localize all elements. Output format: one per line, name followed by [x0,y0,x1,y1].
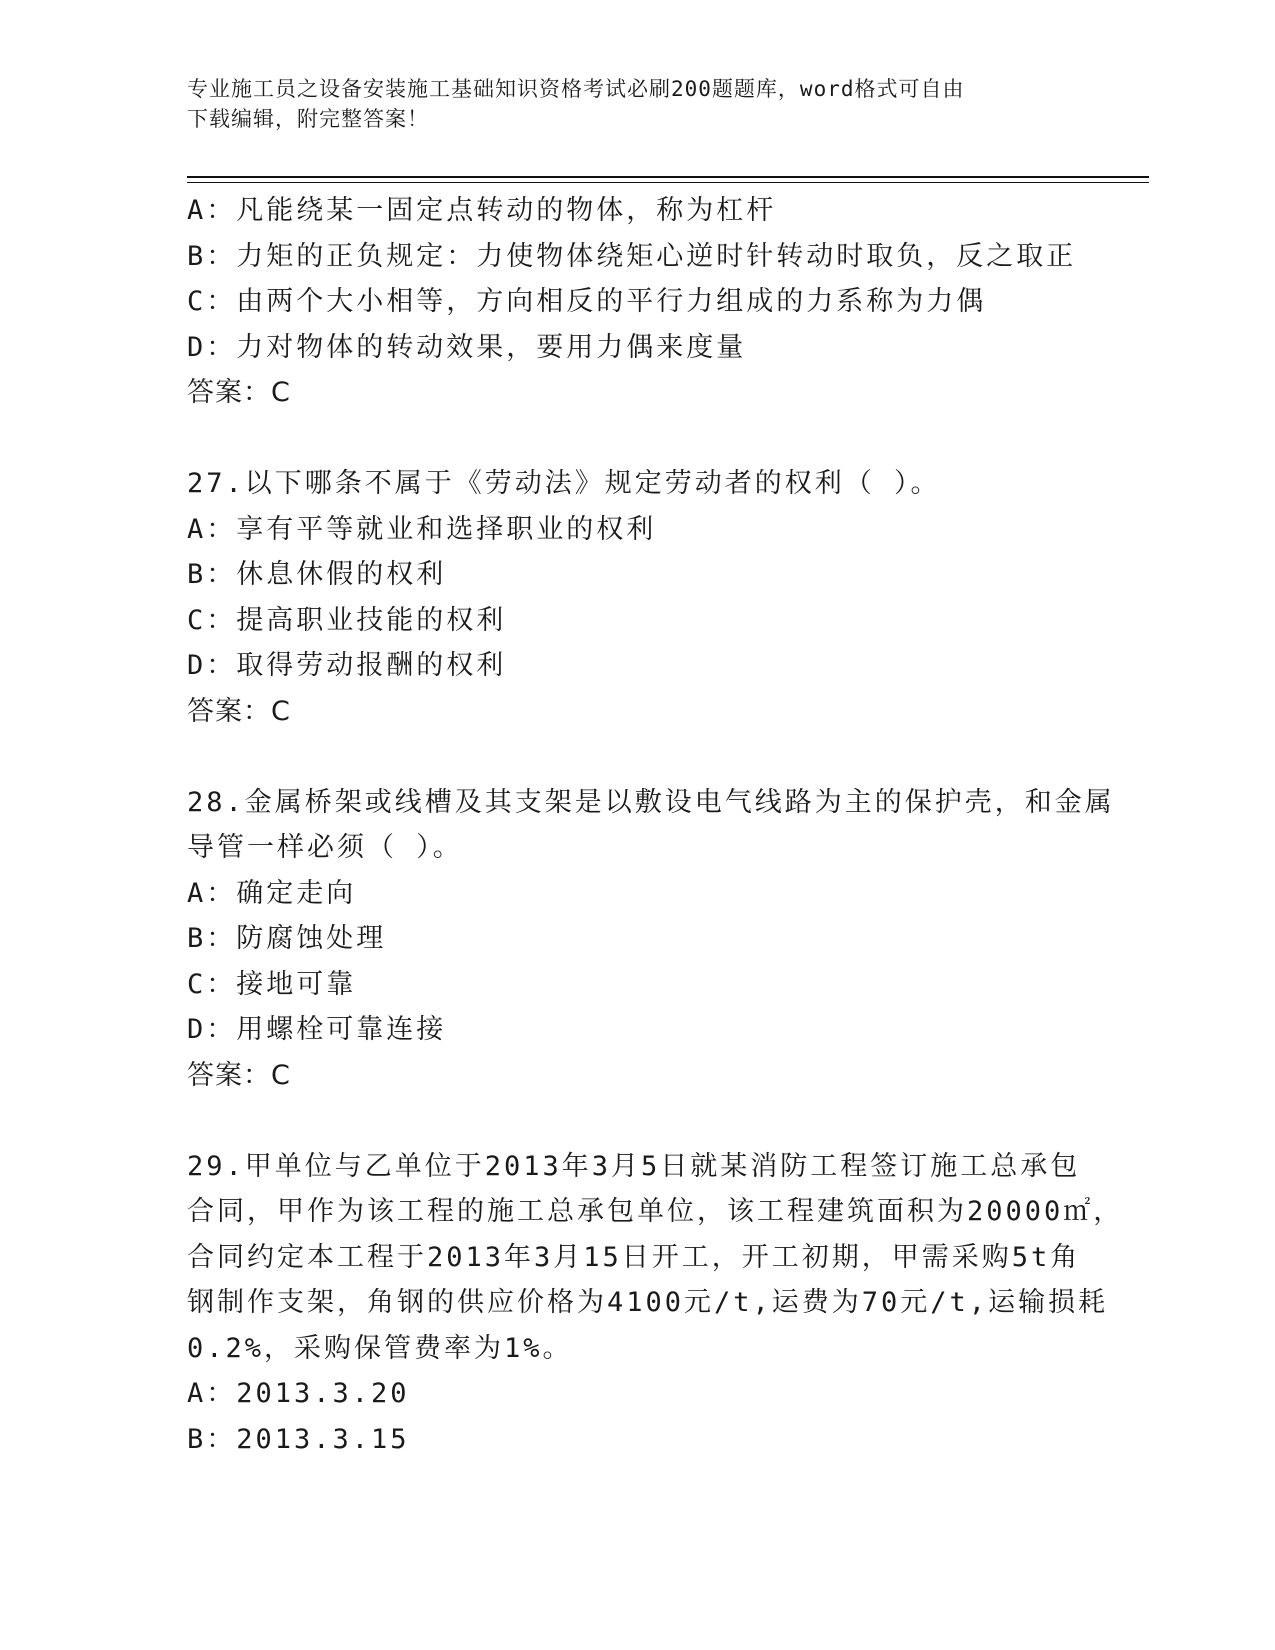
header-line-2: 下载编辑，附完整答案！ [187,107,429,131]
answer-line: 答案：C [187,377,291,408]
header-divider-thick [187,176,1149,178]
question-block-29 [187,1144,1124,1463]
option-c: C：接地可靠 [187,968,357,1000]
question-stem-line: 钢制作支架，角钢的供应价格为4100元/t,运费为70元/t,运输损耗 [187,1287,1109,1318]
document-header [187,74,1067,134]
answer-line: 答案：C [187,1059,291,1091]
question-block-26 [187,188,1087,416]
question-stem-line: 0.2%，采购保管费率为1%。 [187,1332,573,1364]
question-stem-line: 导管一样必须（ ）。 [187,832,463,863]
option-d: D：用螺栓可靠连接 [187,1014,447,1045]
spacer [187,416,1087,462]
question-stem-line: 28.金属桥架或线槽及其支架是以敷设电气线路为主的保护壳，和金属 [187,786,1115,818]
question-block-27 [187,461,1087,734]
spacer [187,1098,1087,1144]
option-b: B：力矩的正负规定：力使物体绕矩心逆时针转动时取负，反之取正 [187,240,1077,272]
answer-line: 答案：C [187,695,291,727]
option-b: B：防腐蚀处理 [187,923,387,954]
header-line-1: 专业施工员之设备安装施工基础知识资格考试必刷200题题库，word格式可自由 [187,77,965,101]
question-block-28 [187,780,1115,1099]
option-c: C：提高职业技能的权利 [187,604,507,636]
question-stem: 27.以下哪条不属于《劳动法》规定劳动者的权利（ ）。 [187,468,941,499]
question-content [187,188,1124,1462]
option-a: A：2013.3.20 [187,1378,410,1409]
option-d: D：力对物体的转动效果，要用力偶来度量 [187,331,747,363]
option-d: D：取得劳动报酬的权利 [187,650,507,681]
option-b: B：休息休假的权利 [187,559,447,590]
question-stem-line: 合同，甲作为该工程的施工总承包单位，该工程建筑面积为20000㎡， [187,1196,1124,1227]
option-c: C：由两个大小相等，方向相反的平行力组成的力系称为力偶 [187,286,987,317]
option-a: A：享有平等就业和选择职业的权利 [187,513,657,545]
option-b: B：2013.3.15 [187,1423,410,1455]
question-stem-line: 合同约定本工程于2013年3月15日开工，开工初期，甲需采购5t角 [187,1241,1081,1273]
option-a: A：凡能绕某一固定点转动的物体，称为杠杆 [187,195,777,226]
option-a: A：确定走向 [187,877,357,909]
header-divider-thin [187,182,1149,183]
question-stem-line: 29.甲单位与乙单位于2013年3月5日就某消防工程签订施工总承包 [187,1150,1081,1182]
spacer [187,734,1087,780]
